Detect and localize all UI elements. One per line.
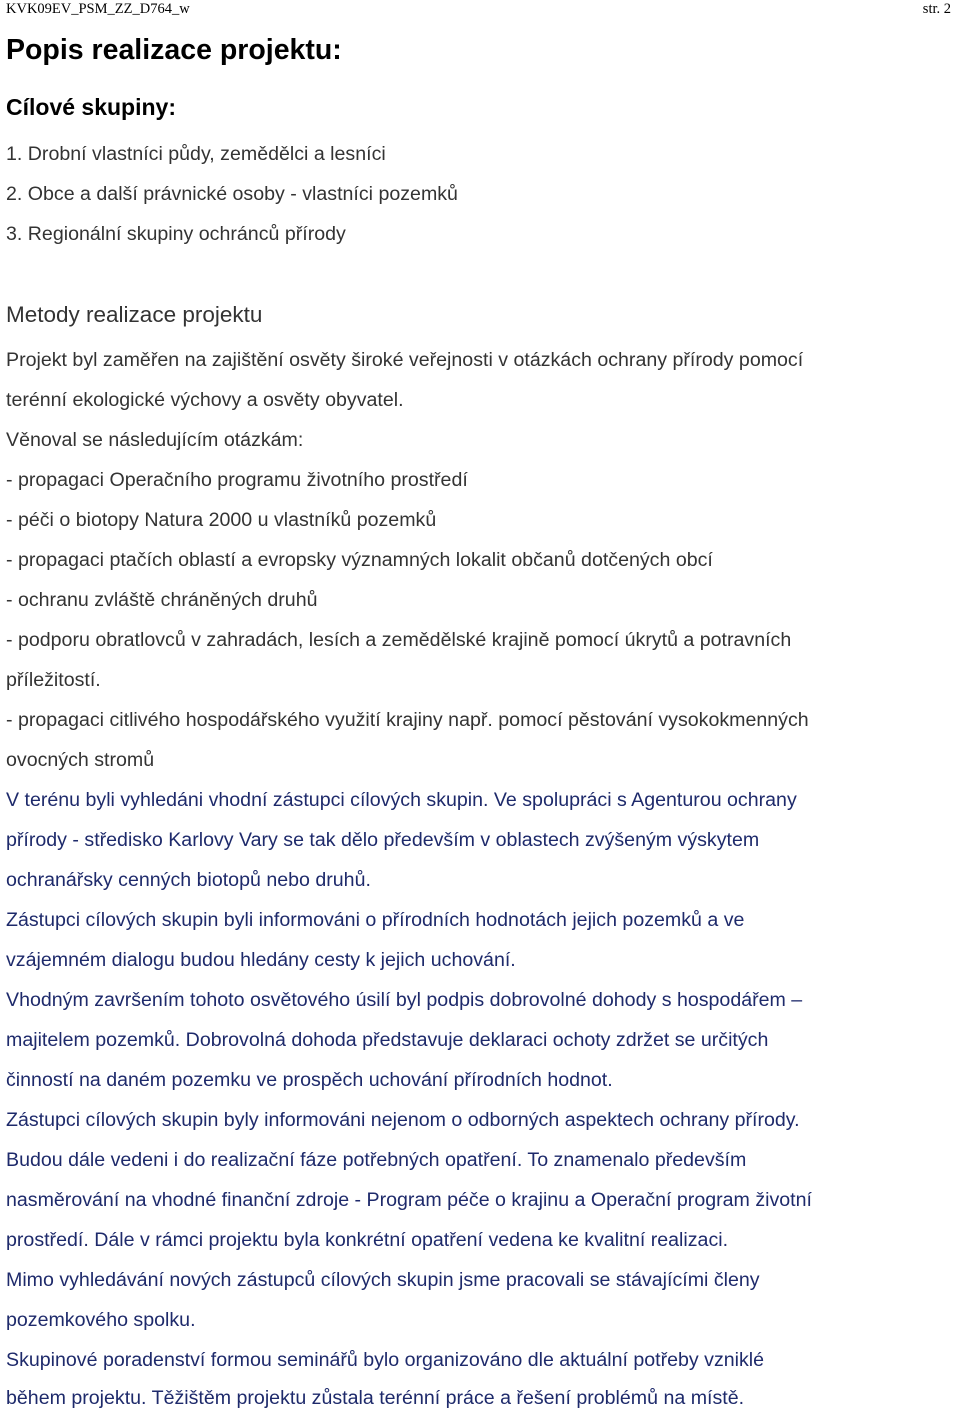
body-line: Mimo vyhledávání nových zástupců cílových skupin jsme pracovali se stávajícími členy bbox=[6, 1269, 760, 1291]
body-line: V terénu byli vyhledáni vhodní zástupci cílových skupin. Ve spolupráci s Agenturou ochrany bbox=[6, 789, 797, 811]
focus-line: - podporu obratlovců v zahradách, lesích a zemědělské krajině pomocí úkrytů a potravních bbox=[6, 629, 792, 651]
body-line: ochranářsky cenných biotopů nebo druhů. bbox=[6, 869, 371, 891]
intro-line: Projekt byl zaměřen na zajištění osvěty široké veřejnosti v otázkách ochrany přírody pomocí bbox=[6, 349, 804, 371]
target-group-item: 1. Drobní vlastníci půdy, zemědělci a lesníci bbox=[6, 143, 386, 165]
body-line: činností na daném pozemku ve prospěch uchování přírodních hodnot. bbox=[6, 1069, 613, 1091]
focus-line: - ochranu zvláště chráněných druhů bbox=[6, 589, 318, 611]
body-line: Zástupci cílových skupin byli informováni o přírodních hodnotách jejich pozemků a ve bbox=[6, 909, 745, 931]
methods-heading: Metody realizace projektu bbox=[6, 302, 263, 327]
body-line: Zástupci cílových skupin byly informováni nejenom o odborných aspektech ochrany přírody. bbox=[6, 1109, 800, 1131]
body-line: přírody - středisko Karlovy Vary se tak dělo především v oblastech zvýšeným výskytem bbox=[6, 829, 760, 851]
focus-line: příležitostí. bbox=[6, 669, 101, 691]
focus-line: - propagaci citlivého hospodářského využití krajiny např. pomocí pěstování vysokokmenných bbox=[6, 709, 809, 731]
body-line: Vhodným završením tohoto osvětového úsilí byl podpis dobrovolné dohody s hospodářem – bbox=[6, 989, 803, 1011]
focus-line: - péči o biotopy Natura 2000 u vlastníků pozemků bbox=[6, 509, 437, 531]
page-title: Popis realizace projektu: bbox=[6, 34, 342, 66]
body-line: prostředí. Dále v rámci projektu byla konkrétní opatření vedena ke kvalitní realizaci. bbox=[6, 1229, 729, 1251]
body-line: nasměrování na vhodné finanční zdroje - Program péče o krajinu a Operační program životní bbox=[6, 1189, 812, 1211]
body-line: Budou dále vedeni i do realizační fáze potřebných opatření. To znamenalo především bbox=[6, 1149, 747, 1171]
focus-line: Věnoval se následujícím otázkám: bbox=[6, 429, 304, 451]
body-line: pozemkového spolku. bbox=[6, 1309, 196, 1331]
focus-line: - propagaci ptačích oblastí a evropsky významných lokalit občanů dotčených obcí bbox=[6, 549, 713, 571]
intro-line: terénní ekologické výchovy a osvěty obyvatel. bbox=[6, 389, 404, 411]
page-number: str. 2 bbox=[922, 1, 951, 17]
body-line: vzájemném dialogu budou hledány cesty k jejich uchování. bbox=[6, 949, 516, 971]
focus-line: ovocných stromů bbox=[6, 749, 155, 771]
body-line: majitelem pozemků. Dobrovolná dohoda představuje deklaraci ochoty zdržet se určitých bbox=[6, 1029, 769, 1051]
target-group-item: 3. Regionální skupiny ochránců přírody bbox=[6, 223, 346, 245]
focus-line: - propagaci Operačního programu životního prostředí bbox=[6, 469, 468, 491]
target-group-item: 2. Obce a další právnické osoby - vlastníci pozemků bbox=[6, 183, 458, 205]
document-id: KVK09EV_PSM_ZZ_D764_w bbox=[6, 1, 190, 17]
body-line: Skupinové poradenství formou seminářů bylo organizováno dle aktuální potřeby vzniklé bbox=[6, 1349, 765, 1371]
target-groups-heading: Cílové skupiny: bbox=[6, 94, 176, 120]
body-line: během projektu. Těžištěm projektu zůstala terénní práce a řešení problémů na místě. bbox=[6, 1387, 745, 1409]
